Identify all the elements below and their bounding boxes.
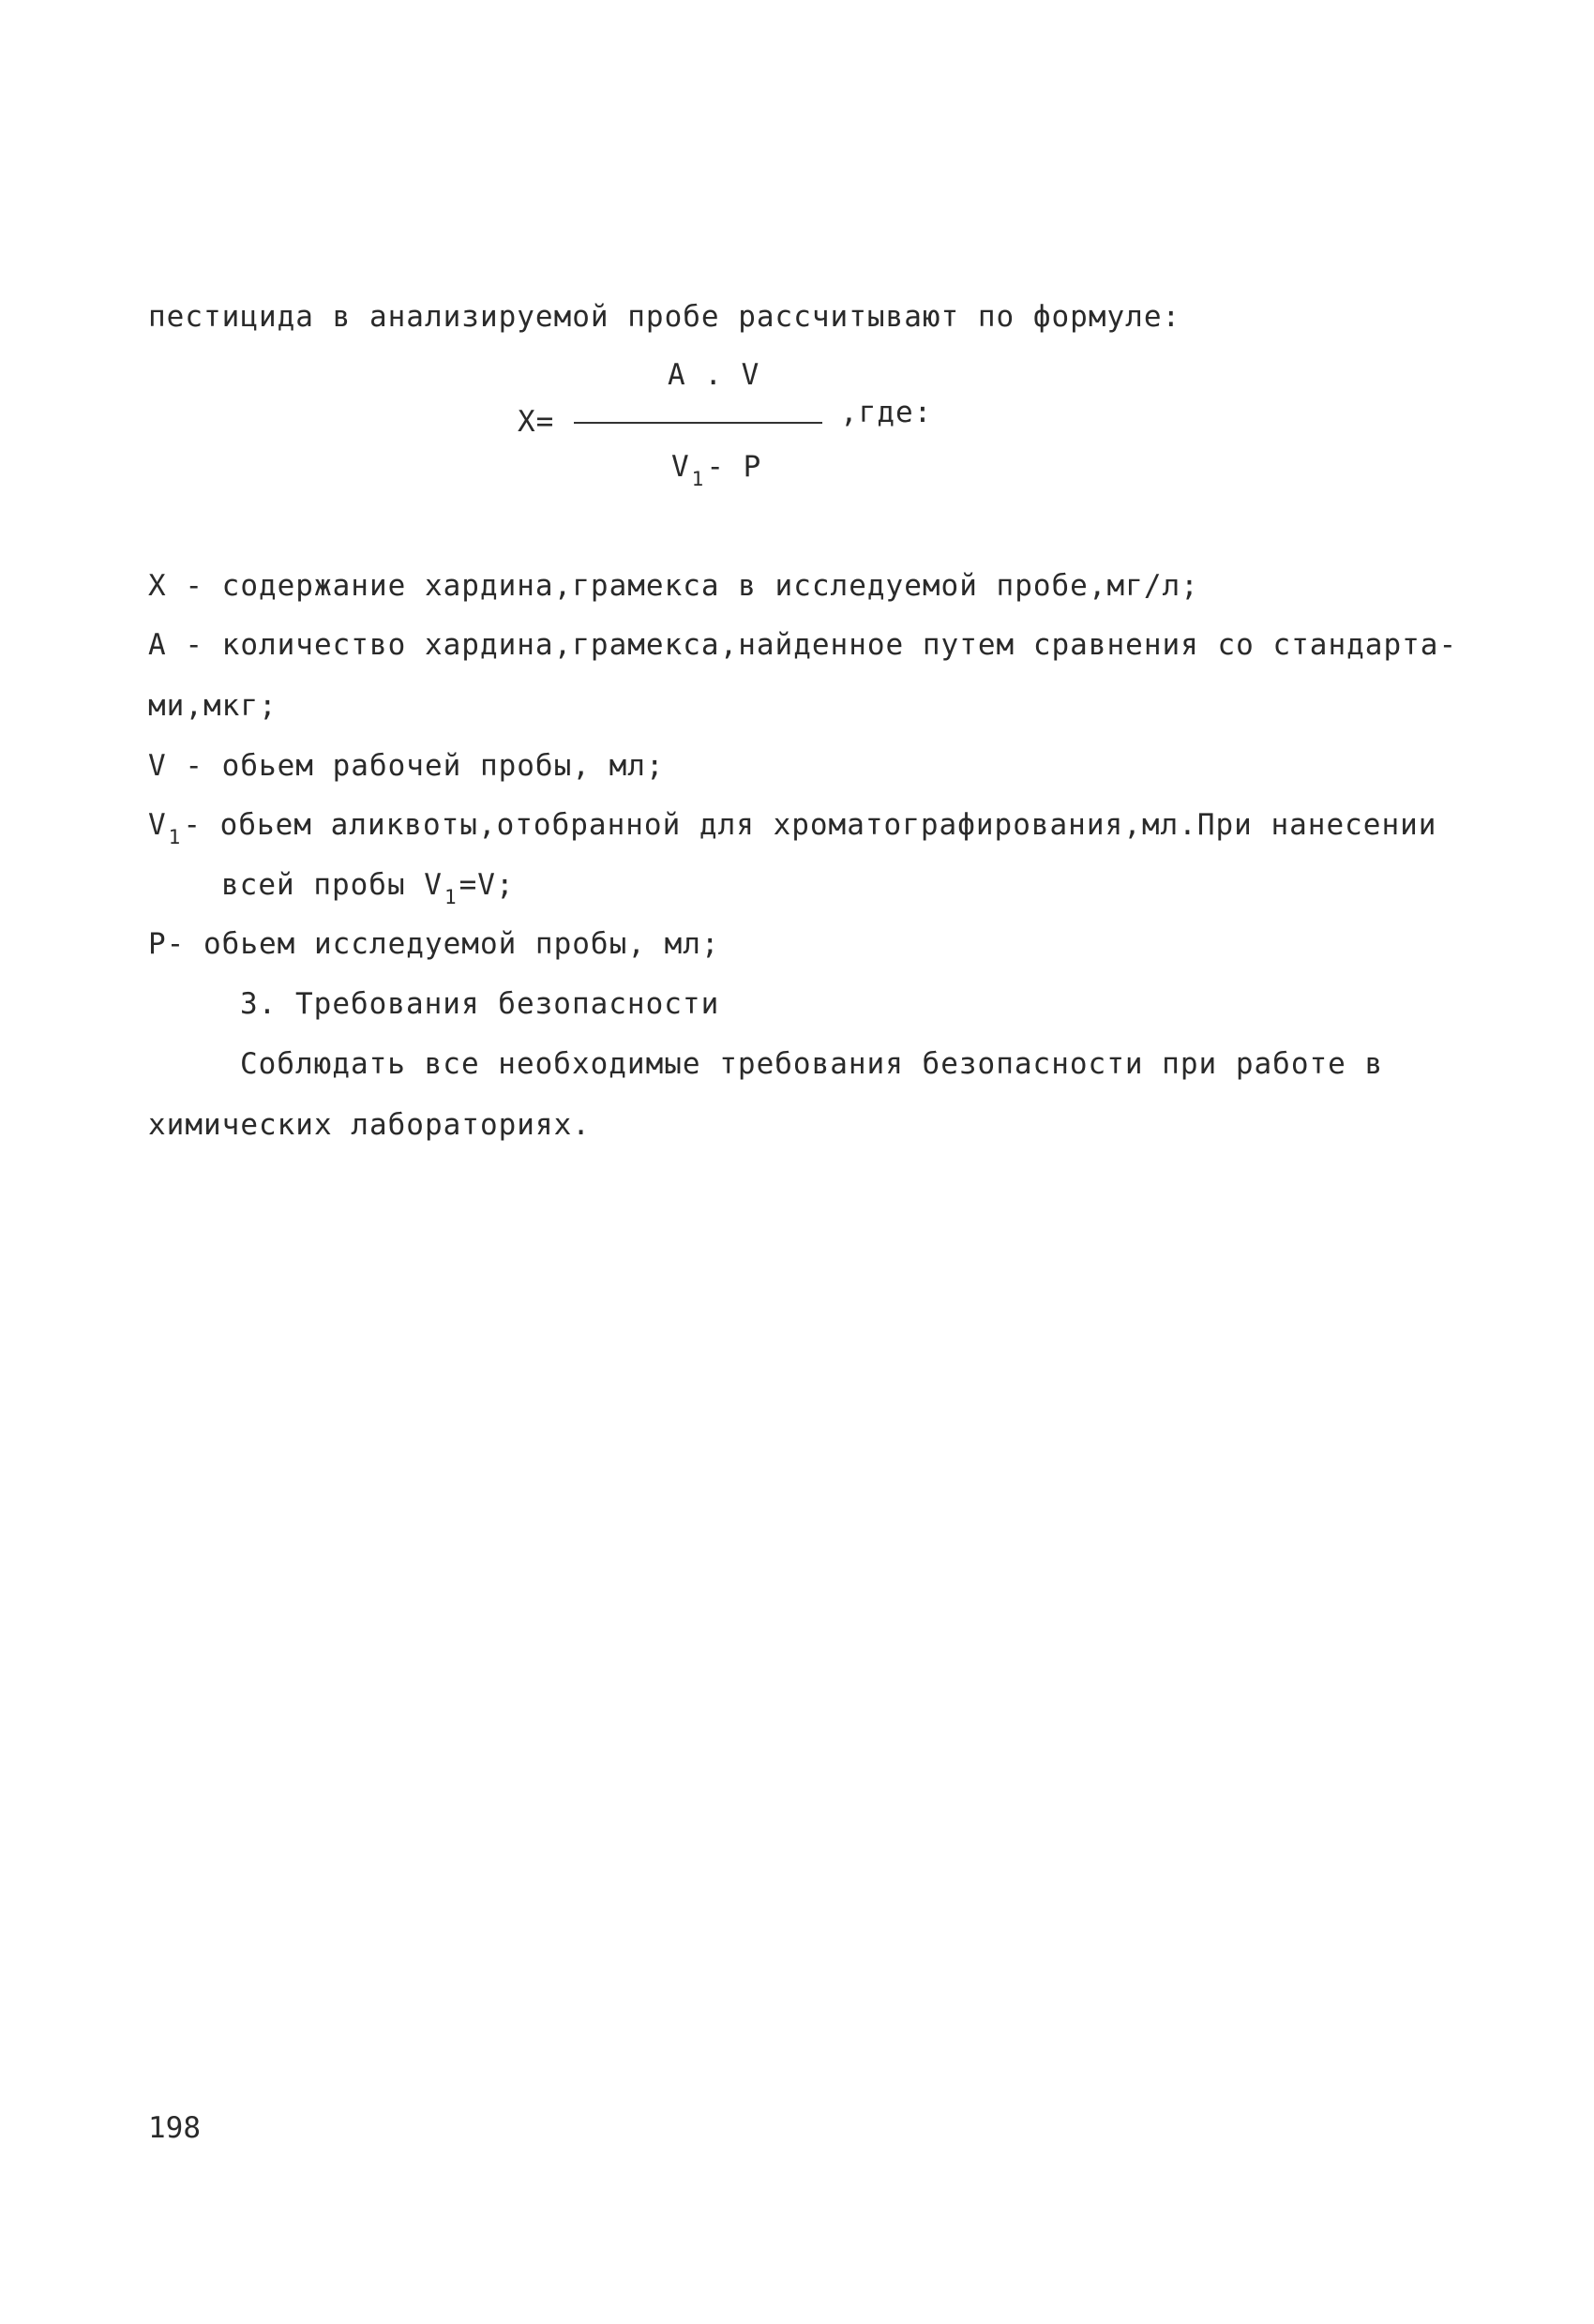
v1-text: - обьем аликвоты,отобранной для хроматографирования,мл.При нанесении — [183, 808, 1437, 842]
formula-denominator — [671, 448, 761, 488]
fraction-bar — [574, 422, 822, 424]
denominator-v: V — [671, 450, 690, 484]
definition-x: X - содержание хардина,грамекса в исследуемой пробе,мг/л; — [148, 569, 1199, 603]
denominator-subscript: 1 — [691, 468, 705, 490]
section-heading: 3. Требования безопасности — [240, 987, 720, 1021]
formula-lhs: X= — [518, 405, 555, 439]
v1-symbol: V — [148, 808, 167, 842]
definition-v: V - обьем рабочей пробы, мл; — [148, 749, 665, 783]
definition-a-line2: ми,мкг; — [148, 689, 278, 723]
intro-text: пестицида в анализируемой пробе рассчитывают по формуле: — [148, 300, 1181, 334]
v1-line2-suffix: =V; — [459, 868, 515, 902]
v1-line2-subscript: 1 — [444, 886, 458, 908]
formula-suffix: ,где: — [840, 396, 933, 429]
v1-line2-prefix: всей пробы V — [221, 868, 443, 902]
definition-v1-line2 — [221, 866, 515, 907]
definition-p: P- обьем исследуемой пробы, мл; — [148, 927, 720, 961]
page-number: 198 — [148, 2111, 201, 2145]
definition-v1-line1 — [148, 806, 1436, 847]
section-paragraph-line2: химических лабораториях. — [148, 1108, 591, 1142]
definition-a-line1: A - количество хардина,грамекса,найденное путем сравнения со стандарта- — [148, 628, 1458, 662]
v1-subscript: 1 — [168, 826, 182, 848]
section-paragraph-line1: Соблюдать все необходимые требования безопасности при работе в — [240, 1047, 1384, 1081]
denominator-rest: - P — [706, 450, 762, 484]
formula-numerator: A . V — [668, 358, 760, 392]
